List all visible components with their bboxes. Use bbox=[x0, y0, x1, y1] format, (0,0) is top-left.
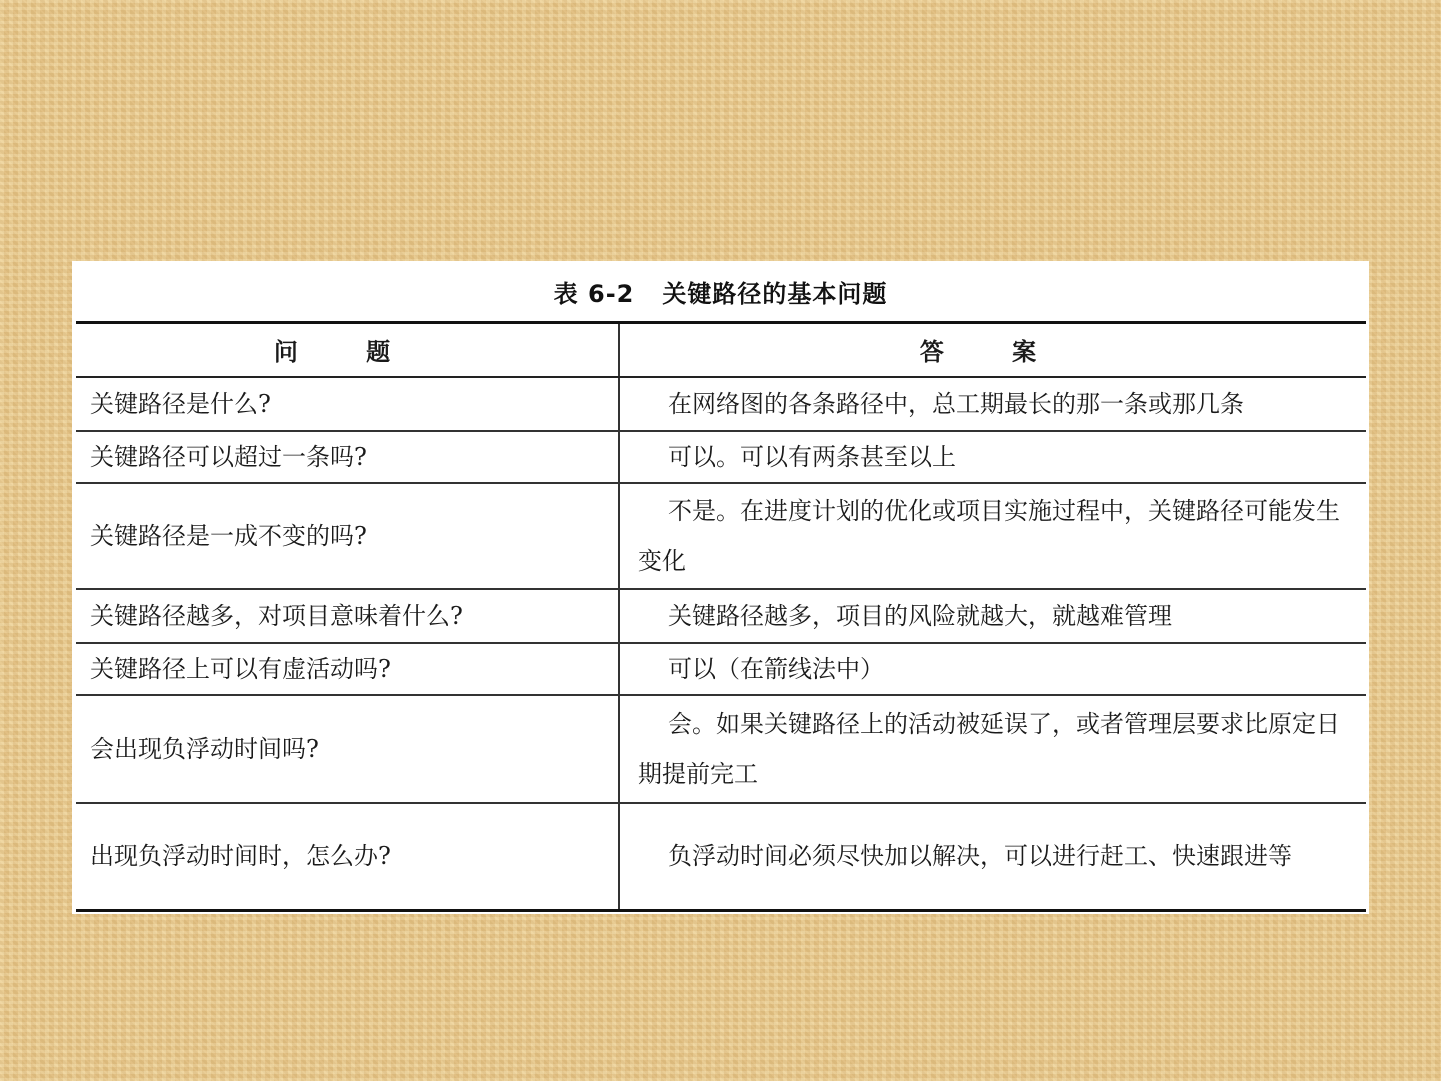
table-row bbox=[76, 589, 1366, 643]
table-caption bbox=[72, 261, 1369, 321]
table-row bbox=[76, 377, 1366, 431]
answer-cell bbox=[619, 803, 1366, 911]
question-cell: 关键路径可以超过一条吗? bbox=[76, 431, 619, 483]
answer-text: 不是。在进度计划的优化或项目实施过程中，关键路径可能发生变化 bbox=[638, 496, 1340, 575]
table-row bbox=[76, 431, 1366, 483]
header-answer: 答 案 bbox=[619, 323, 1366, 377]
question-cell: 会出现负浮动时间吗? bbox=[76, 695, 619, 803]
answer-text: 可以（在箭线法中） bbox=[668, 654, 884, 683]
answer-cell bbox=[619, 431, 1366, 483]
table-header-row bbox=[76, 323, 1366, 377]
question-cell: 出现负浮动时间时，怎么办? bbox=[76, 803, 619, 911]
answer-cell bbox=[619, 483, 1366, 589]
table-row bbox=[76, 695, 1366, 803]
answer-cell bbox=[619, 589, 1366, 643]
answer-text: 会。如果关键路径上的活动被延误了，或者管理层要求比原定日期提前完工 bbox=[638, 709, 1340, 788]
caption-title: 关键路径的基本问题 bbox=[662, 280, 888, 308]
table-row bbox=[76, 483, 1366, 589]
table-row bbox=[76, 803, 1366, 911]
question-cell: 关键路径上可以有虚活动吗? bbox=[76, 643, 619, 695]
answer-cell bbox=[619, 377, 1366, 431]
qa-table bbox=[76, 321, 1366, 912]
answer-text: 在网络图的各条路径中，总工期最长的那一条或那几条 bbox=[668, 389, 1244, 418]
answer-text: 负浮动时间必须尽快加以解决，可以进行赶工、快速跟进等 bbox=[668, 842, 1292, 871]
answer-text: 关键路径越多，项目的风险就越大，就越难管理 bbox=[668, 601, 1172, 630]
question-cell: 关键路径是什么? bbox=[76, 377, 619, 431]
question-cell: 关键路径越多，对项目意味着什么? bbox=[76, 589, 619, 643]
table-row bbox=[76, 643, 1366, 695]
answer-text: 可以。可以有两条甚至以上 bbox=[668, 442, 956, 471]
table-sheet bbox=[72, 261, 1369, 914]
answer-cell bbox=[619, 695, 1366, 803]
question-cell: 关键路径是一成不变的吗? bbox=[76, 483, 619, 589]
header-question: 问 题 bbox=[76, 323, 619, 377]
caption-number: 表 6-2 bbox=[553, 280, 635, 308]
answer-cell bbox=[619, 643, 1366, 695]
